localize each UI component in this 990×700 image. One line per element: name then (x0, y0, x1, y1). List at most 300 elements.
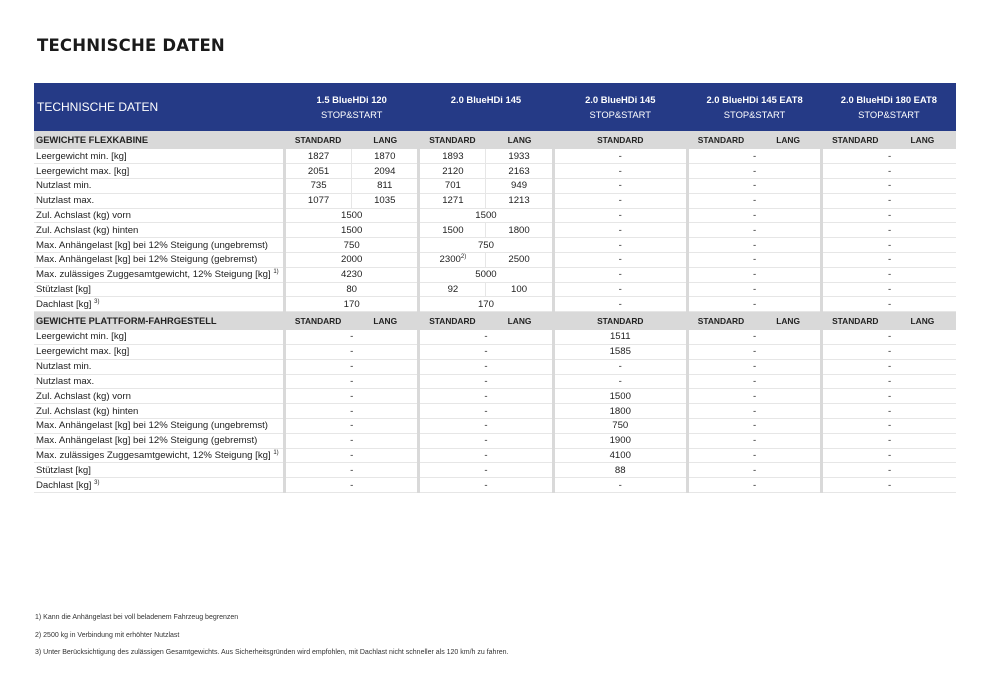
value-cell (285, 374, 419, 389)
value-cell (419, 404, 553, 419)
cell-value: - (887, 361, 892, 373)
cell-value: - (350, 464, 354, 476)
value-cell (285, 448, 419, 463)
row-label-text: Max. zulässiges Zuggesamtgewicht, 12% Steigung [kg] (36, 269, 271, 281)
engine-sub: STOP&START (320, 109, 383, 120)
cell-value: - (618, 284, 622, 296)
value-cell (486, 282, 553, 297)
cell-value: - (887, 165, 892, 177)
footnote-ref: 3) (94, 479, 100, 486)
cell-value: 2051 (307, 165, 330, 177)
row-label (34, 389, 285, 404)
value-cell (822, 297, 956, 312)
cell-value: 1500 (341, 210, 363, 222)
cell-value: 1870 (374, 150, 396, 162)
value-cell (486, 253, 553, 268)
cell-value: - (752, 180, 757, 192)
cell-value: 1500 (442, 224, 464, 236)
cell-value: - (752, 450, 757, 462)
row-label-text: Stützlast [kg] (36, 464, 91, 476)
value-cell (285, 253, 419, 268)
engine-name: 2.0 BlueHDi 180 EAT8 (840, 94, 937, 105)
value-cell (822, 164, 956, 179)
column-label-standard: STANDARD (822, 312, 889, 330)
column-label-lang: LANG (755, 312, 822, 330)
value-cell (352, 179, 419, 194)
row-label (34, 404, 285, 419)
cell-value: 2163 (508, 165, 530, 177)
cell-value: 2300 (439, 254, 461, 266)
row-label-text: Nutzlast max. (36, 376, 95, 388)
row-label-text: Zul. Achslast (kg) vorn (36, 210, 131, 222)
value-cell (687, 193, 821, 208)
cell-value: - (887, 346, 892, 358)
cell-value: - (887, 180, 892, 192)
engine-sub: STOP&START (723, 109, 786, 120)
row-label (34, 238, 285, 253)
table-row (34, 179, 956, 194)
cell-value: - (484, 390, 488, 402)
value-cell (419, 389, 553, 404)
value-cell (687, 389, 821, 404)
cell-value: 1900 (609, 435, 631, 447)
footnote-2: 2) 2500 kg in Verbindung mit erhöhter Nutzlast (35, 631, 180, 639)
section-header (34, 312, 956, 330)
engine-name: 2.0 BlueHDi 145 EAT8 (706, 94, 803, 105)
row-label (34, 463, 285, 478)
value-cell (553, 179, 687, 194)
value-cell (687, 164, 821, 179)
cell-value: 4230 (341, 269, 363, 281)
value-cell (285, 223, 419, 238)
cell-value: 1827 (307, 150, 330, 162)
cell-value: - (887, 150, 892, 162)
row-label (34, 359, 285, 374)
engine-sub: STOP&START (589, 109, 651, 120)
value-cell (553, 164, 687, 179)
row-label (34, 193, 285, 208)
cell-value: - (752, 420, 757, 432)
section-header (34, 131, 956, 149)
cell-value: 1933 (508, 150, 530, 162)
value-cell (285, 359, 419, 374)
cell-value: 1500 (609, 390, 631, 402)
table-row (34, 297, 956, 312)
row-label (34, 267, 285, 282)
value-cell (553, 282, 687, 297)
value-cell (687, 149, 821, 164)
value-cell (285, 193, 352, 208)
value-cell (285, 282, 419, 297)
cell-value: - (484, 479, 488, 491)
cell-value: 949 (511, 180, 528, 192)
value-cell (822, 330, 956, 345)
row-label-text: Zul. Achslast (kg) vorn (36, 390, 131, 402)
column-label-lang: LANG (486, 312, 553, 330)
footnote-ref: 3) (94, 298, 100, 305)
value-cell (822, 433, 956, 448)
value-cell (419, 478, 553, 493)
row-label-text: Nutzlast max. (36, 195, 95, 207)
table-row (34, 359, 956, 374)
row-label (34, 330, 285, 345)
value-cell (419, 419, 553, 434)
value-cell (687, 330, 821, 345)
value-cell (553, 433, 687, 448)
engine-name: 1.5 BlueHDi 120 (316, 94, 387, 105)
value-cell (553, 478, 687, 493)
cell-value: - (887, 239, 892, 251)
value-cell (419, 297, 553, 312)
row-label (34, 223, 285, 238)
cell-value: - (752, 464, 757, 476)
cell-value: - (887, 390, 892, 402)
value-cell (553, 208, 687, 223)
table-row (34, 164, 956, 179)
cell-value: - (618, 239, 622, 251)
row-label-text: Leergewicht max. [kg] (36, 165, 130, 177)
cell-value: - (350, 376, 354, 388)
value-cell (486, 164, 553, 179)
value-cell (822, 345, 956, 360)
value-cell (285, 404, 419, 419)
cell-value: - (618, 298, 622, 310)
value-cell (687, 253, 821, 268)
value-cell (553, 463, 687, 478)
cell-value: - (350, 331, 354, 343)
value-cell (822, 223, 956, 238)
cell-value: - (350, 361, 354, 373)
value-cell (486, 149, 553, 164)
cell-value: 1035 (374, 195, 396, 207)
value-cell (285, 345, 419, 360)
value-cell (419, 359, 553, 374)
row-label-text: Stützlast [kg] (36, 284, 91, 296)
cell-value: - (484, 346, 488, 358)
cell-value: 1585 (609, 346, 631, 358)
value-cell (419, 149, 486, 164)
cell-value: - (752, 390, 757, 402)
value-cell (553, 149, 687, 164)
row-label-text: Max. Anhängelast [kg] bei 12% Steigung (ungebremst) (36, 420, 268, 432)
cell-value: 2500 (508, 254, 530, 266)
value-cell (687, 478, 821, 493)
cell-value: 88 (614, 464, 626, 476)
cell-value: - (484, 464, 488, 476)
footnote-1: 1) Kann die Anhängelast bei voll beladenem Fahrzeug begrenzen (35, 614, 239, 621)
row-label (34, 433, 285, 448)
value-cell (285, 478, 419, 493)
cell-value: 1893 (442, 150, 464, 162)
page-title: TECHNISCHE DATEN (37, 36, 225, 55)
value-cell (419, 253, 486, 268)
row-label-text: Max. Anhängelast [kg] bei 12% Steigung (gebremst) (36, 435, 258, 447)
cell-value: 170 (343, 298, 360, 310)
column-label-lang: LANG (889, 131, 956, 149)
value-cell (419, 463, 553, 478)
value-cell (822, 374, 956, 389)
value-cell (285, 419, 419, 434)
cell-value: - (752, 165, 757, 177)
cell-value: 1077 (307, 195, 330, 207)
column-label-standard: STANDARD (419, 131, 486, 149)
value-cell (822, 208, 956, 223)
value-cell (419, 267, 553, 282)
row-label-text: Zul. Achslast (kg) hinten (36, 224, 139, 236)
cell-value: - (618, 150, 622, 162)
footnote-ref: 1) (273, 269, 279, 276)
cell-value: 1511 (609, 331, 631, 343)
value-cell (553, 193, 687, 208)
value-cell (352, 193, 419, 208)
cell-value: - (752, 269, 757, 281)
cell-value: - (484, 420, 488, 432)
value-cell (553, 345, 687, 360)
cell-value: - (887, 464, 892, 476)
cell-value: 1800 (508, 224, 530, 236)
cell-value: - (752, 376, 757, 388)
cell-value: 1800 (609, 405, 631, 417)
value-cell (553, 253, 687, 268)
cell-value: - (484, 376, 488, 388)
cell-value: - (484, 405, 488, 417)
cell-value: - (887, 479, 892, 491)
value-cell (285, 330, 419, 345)
value-cell (419, 448, 553, 463)
cell-value: - (752, 435, 757, 447)
value-cell (486, 223, 553, 238)
cell-value: - (350, 479, 354, 491)
value-cell (285, 208, 419, 223)
value-cell (687, 463, 821, 478)
table-row (34, 149, 956, 164)
cell-value: 1213 (508, 195, 530, 207)
column-label-lang: LANG (352, 312, 419, 330)
value-cell (285, 463, 419, 478)
cell-value: 750 (612, 420, 629, 432)
row-label (34, 374, 285, 389)
row-label-text: Leergewicht min. [kg] (36, 150, 127, 162)
value-cell (285, 149, 352, 164)
cell-value: - (618, 254, 622, 266)
table-row (34, 419, 956, 434)
value-cell (687, 179, 821, 194)
value-cell (822, 359, 956, 374)
table-header (34, 83, 956, 131)
cell-value: 2000 (341, 254, 363, 266)
value-cell (285, 179, 352, 194)
cell-value: 811 (377, 180, 393, 192)
value-cell (486, 179, 553, 194)
footnote-ref: 2) (460, 254, 467, 261)
value-cell (822, 419, 956, 434)
table-row (34, 404, 956, 419)
cell-value: 750 (477, 239, 494, 251)
cell-value: - (887, 284, 892, 296)
cell-value: 2120 (442, 165, 464, 177)
value-cell (687, 433, 821, 448)
cell-value: 735 (310, 180, 327, 192)
row-label (34, 164, 285, 179)
footnote-ref: 1) (273, 450, 279, 457)
cell-value: 750 (343, 239, 360, 251)
cell-value: - (887, 376, 892, 388)
value-cell (553, 374, 687, 389)
table-row (34, 433, 956, 448)
cell-value: - (484, 435, 488, 447)
value-cell (822, 282, 956, 297)
table-row (34, 330, 956, 345)
cell-value: - (618, 361, 622, 373)
value-cell (285, 267, 419, 282)
cell-value: 4100 (609, 450, 631, 462)
column-label-standard: STANDARD (687, 131, 754, 149)
table-row (34, 253, 956, 268)
column-label-lang: LANG (352, 131, 419, 149)
table-row (34, 374, 956, 389)
cell-value: - (887, 210, 892, 222)
row-label (34, 208, 285, 223)
cell-value: 1500 (341, 224, 363, 236)
value-cell (419, 179, 486, 194)
cell-value: - (752, 346, 757, 358)
cell-value: - (484, 450, 488, 462)
row-label (34, 282, 285, 297)
value-cell (419, 433, 553, 448)
cell-value: - (618, 376, 622, 388)
cell-value: - (752, 224, 757, 236)
cell-value: - (752, 195, 757, 207)
engine-header-2 (419, 83, 553, 131)
value-cell (822, 463, 956, 478)
value-cell (822, 253, 956, 268)
value-cell (687, 297, 821, 312)
value-cell (687, 448, 821, 463)
cell-value: - (618, 224, 622, 236)
engine-header-4 (687, 83, 821, 131)
value-cell (687, 345, 821, 360)
value-cell (419, 208, 553, 223)
table-row (34, 282, 956, 297)
value-cell (419, 374, 553, 389)
engine-sub: STOP&START (858, 109, 920, 120)
section-title: GEWICHTE PLATTFORM-FAHRGESTELL (34, 312, 285, 330)
table-row (34, 238, 956, 253)
engine-header-1 (285, 83, 419, 131)
row-label-text: Nutzlast min. (36, 180, 92, 192)
cell-value: - (350, 435, 354, 447)
row-label-text: Leergewicht max. [kg] (36, 346, 130, 358)
value-cell (687, 238, 821, 253)
cell-value: 170 (477, 298, 494, 310)
row-label-text: Leergewicht min. [kg] (36, 331, 127, 343)
row-label-text: Dachlast [kg] (36, 298, 92, 310)
table-row (34, 193, 956, 208)
row-label-text: Max. zulässiges Zuggesamtgewicht, 12% Steigung [kg] (36, 450, 271, 462)
table-row (34, 267, 956, 282)
cell-value: 80 (346, 284, 358, 296)
value-cell (687, 359, 821, 374)
cell-value: - (618, 180, 622, 192)
footnote-3: 3) Unter Berücksichtigung des zulässigen Gesamtgewichts. Aus Sicherheitsgründen wird empfohlen, mit Dachlast nicht schneller als 120 km/h zu fahren. (35, 649, 509, 657)
value-cell (352, 164, 419, 179)
row-label (34, 253, 285, 268)
value-cell (285, 164, 352, 179)
cell-value: 92 (447, 284, 459, 296)
column-label-standard: STANDARD (553, 312, 687, 330)
table-row (34, 389, 956, 404)
value-cell (822, 478, 956, 493)
value-cell (687, 208, 821, 223)
row-label (34, 419, 285, 434)
cell-value: 2094 (374, 165, 396, 177)
value-cell (553, 297, 687, 312)
cell-value: - (887, 331, 892, 343)
cell-value: - (752, 361, 757, 373)
cell-value: - (887, 298, 892, 310)
row-label (34, 297, 285, 312)
value-cell (822, 179, 956, 194)
engine-name: 2.0 BlueHDi 145 (585, 94, 656, 105)
cell-value: - (484, 361, 488, 373)
row-label-text: Max. Anhängelast [kg] bei 12% Steigung (ungebremst) (36, 239, 268, 251)
cell-value: - (887, 405, 892, 417)
value-cell (352, 149, 419, 164)
value-cell (822, 238, 956, 253)
value-cell (553, 267, 687, 282)
cell-value: 701 (444, 180, 461, 192)
table-row (34, 448, 956, 463)
column-label-lang: LANG (755, 131, 822, 149)
table-row (34, 208, 956, 223)
value-cell (553, 330, 687, 345)
value-cell (285, 433, 419, 448)
cell-value: - (887, 195, 892, 207)
cell-value: - (887, 224, 892, 236)
cell-value: - (350, 450, 354, 462)
value-cell (553, 389, 687, 404)
value-cell (687, 267, 821, 282)
cell-value: - (618, 269, 622, 281)
cell-value: 100 (511, 284, 528, 296)
value-cell (687, 404, 821, 419)
row-label-text: Max. Anhängelast [kg] bei 12% Steigung (gebremst) (36, 254, 258, 266)
value-cell (822, 448, 956, 463)
cell-value: 1500 (475, 210, 497, 222)
engine-header-3 (553, 83, 687, 131)
cell-value: - (752, 298, 757, 310)
cell-value: - (752, 150, 757, 162)
table-row (34, 345, 956, 360)
row-label (34, 478, 285, 493)
cell-value: - (752, 254, 757, 266)
footnotes (35, 614, 509, 667)
cell-value: - (618, 195, 622, 207)
cell-value: - (484, 331, 488, 343)
value-cell (285, 238, 419, 253)
column-label-standard: STANDARD (285, 312, 352, 330)
value-cell (285, 389, 419, 404)
cell-value: 5000 (475, 269, 497, 281)
value-cell (419, 345, 553, 360)
value-cell (822, 267, 956, 282)
value-cell (419, 282, 486, 297)
cell-value: 1271 (442, 195, 464, 207)
cell-value: - (350, 346, 354, 358)
engine-name: 2.0 BlueHDi 145 (450, 94, 522, 105)
column-label-standard: STANDARD (419, 312, 486, 330)
cell-value: - (350, 390, 354, 402)
